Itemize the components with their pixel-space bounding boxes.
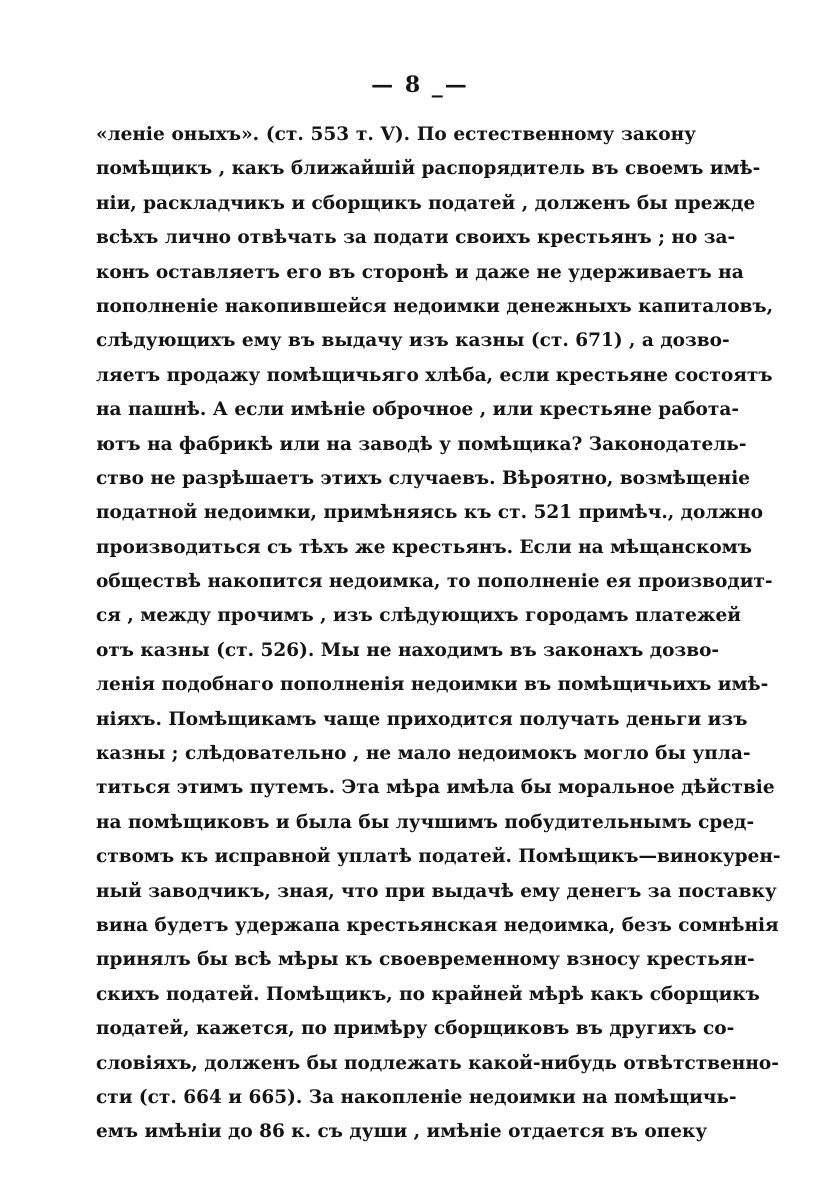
text-line: сти (ст. 664 и 665). За накопленіе недоимки на помѣщичь- (96, 1086, 737, 1108)
text-line: всѣхъ лично отвѣчать за подати своихъ крестьянъ ; но за- (96, 227, 736, 249)
text-line: податей, кажется, по примѣру сборщиковъ въ другихъ со- (96, 1018, 735, 1040)
body-text (96, 118, 781, 1150)
text-line: ся , между прочимъ , изъ слѣдующихъ городамъ платежей (96, 605, 742, 627)
text-line: податной недоимки, примѣняясь къ ст. 521 примѣч., должно (96, 502, 763, 524)
text-line: «леніе оныхъ». (ст. 553 т. V). По естественному закону (96, 124, 696, 145)
text-line: скихъ податей. Помѣщикъ, по крайней мѣрѣ какъ сборщикъ (96, 983, 760, 1005)
text-line: словіяхъ, долженъ бы подлежать какой-нибудь отвѣтственно- (96, 1052, 779, 1074)
text-line: ляетъ продажу помѣщичьяго хлѣба, если крестьяне состоятъ (96, 364, 773, 386)
text-line: титься этимъ путемъ. Эта мѣра имѣла бы моральное дѣйствіе (96, 777, 775, 799)
text-line: казны ; слѣдовательно , не мало недоимокъ могло бы упла- (96, 743, 751, 765)
text-line: ніи, раскладчикъ и сборщикъ податей , долженъ бы прежде (96, 192, 756, 214)
page-number: — 8 _— (371, 72, 469, 98)
text-line: слѣдующихъ ему въ выдачу изъ казны (ст. 671) , а дозво- (96, 330, 730, 352)
text-line: принялъ бы всѣ мѣры къ своевременному взносу крестьян- (96, 949, 755, 971)
text-line: ный заводчикъ, зная, что при выдачѣ ему денегъ за поставку (96, 880, 777, 902)
text-line: емъ имѣніи до 86 к. съ души , имѣніе отдается въ опеку (96, 1121, 708, 1143)
text-line: конъ оставляетъ его въ сторонѣ и даже не удерживаетъ на (96, 261, 744, 283)
text-line: ство не разрѣшаетъ этихъ случаевъ. Вѣроятно, возмѣщеніе (96, 467, 751, 489)
text-line: на помѣщиковъ и была бы лучшимъ побудительнымъ сред- (96, 811, 755, 833)
text-line: на пашнѣ. А если имѣніе оброчное , или крестьяне работа- (96, 399, 740, 421)
text-line: ютъ на фабрикѣ или на заводѣ у помѣщика? Законодатель- (96, 433, 747, 455)
text-line: пополненіе накопившейся недоимки денежныхъ капиталовъ, (96, 295, 774, 317)
text-line: ствомъ къ исправной уплатѣ податей. Помѣщикъ—винокурен- (96, 846, 781, 868)
text-line: отъ казны (ст. 526). Мы не находимъ въ законахъ дозво- (96, 639, 720, 661)
text-line: ніяхъ. Помѣщикамъ чаще приходится получать деньги изъ (96, 708, 748, 730)
text-line: обществѣ накопится недоимка, то пополненіе ея производит- (96, 571, 773, 593)
text-line: помѣщикъ , какъ ближайшій распорядитель въ своемъ имѣ- (96, 158, 761, 180)
text-line: вина будетъ удержапа крестьянская недоимка, безъ сомнѣнія (96, 914, 779, 936)
text-line: производиться съ тѣхъ же крестьянъ. Если на мѣщанскомъ (96, 536, 752, 558)
text-line: ленія подобнаго пополненія недоимки въ помѣщичьихъ имѣ- (96, 674, 769, 696)
